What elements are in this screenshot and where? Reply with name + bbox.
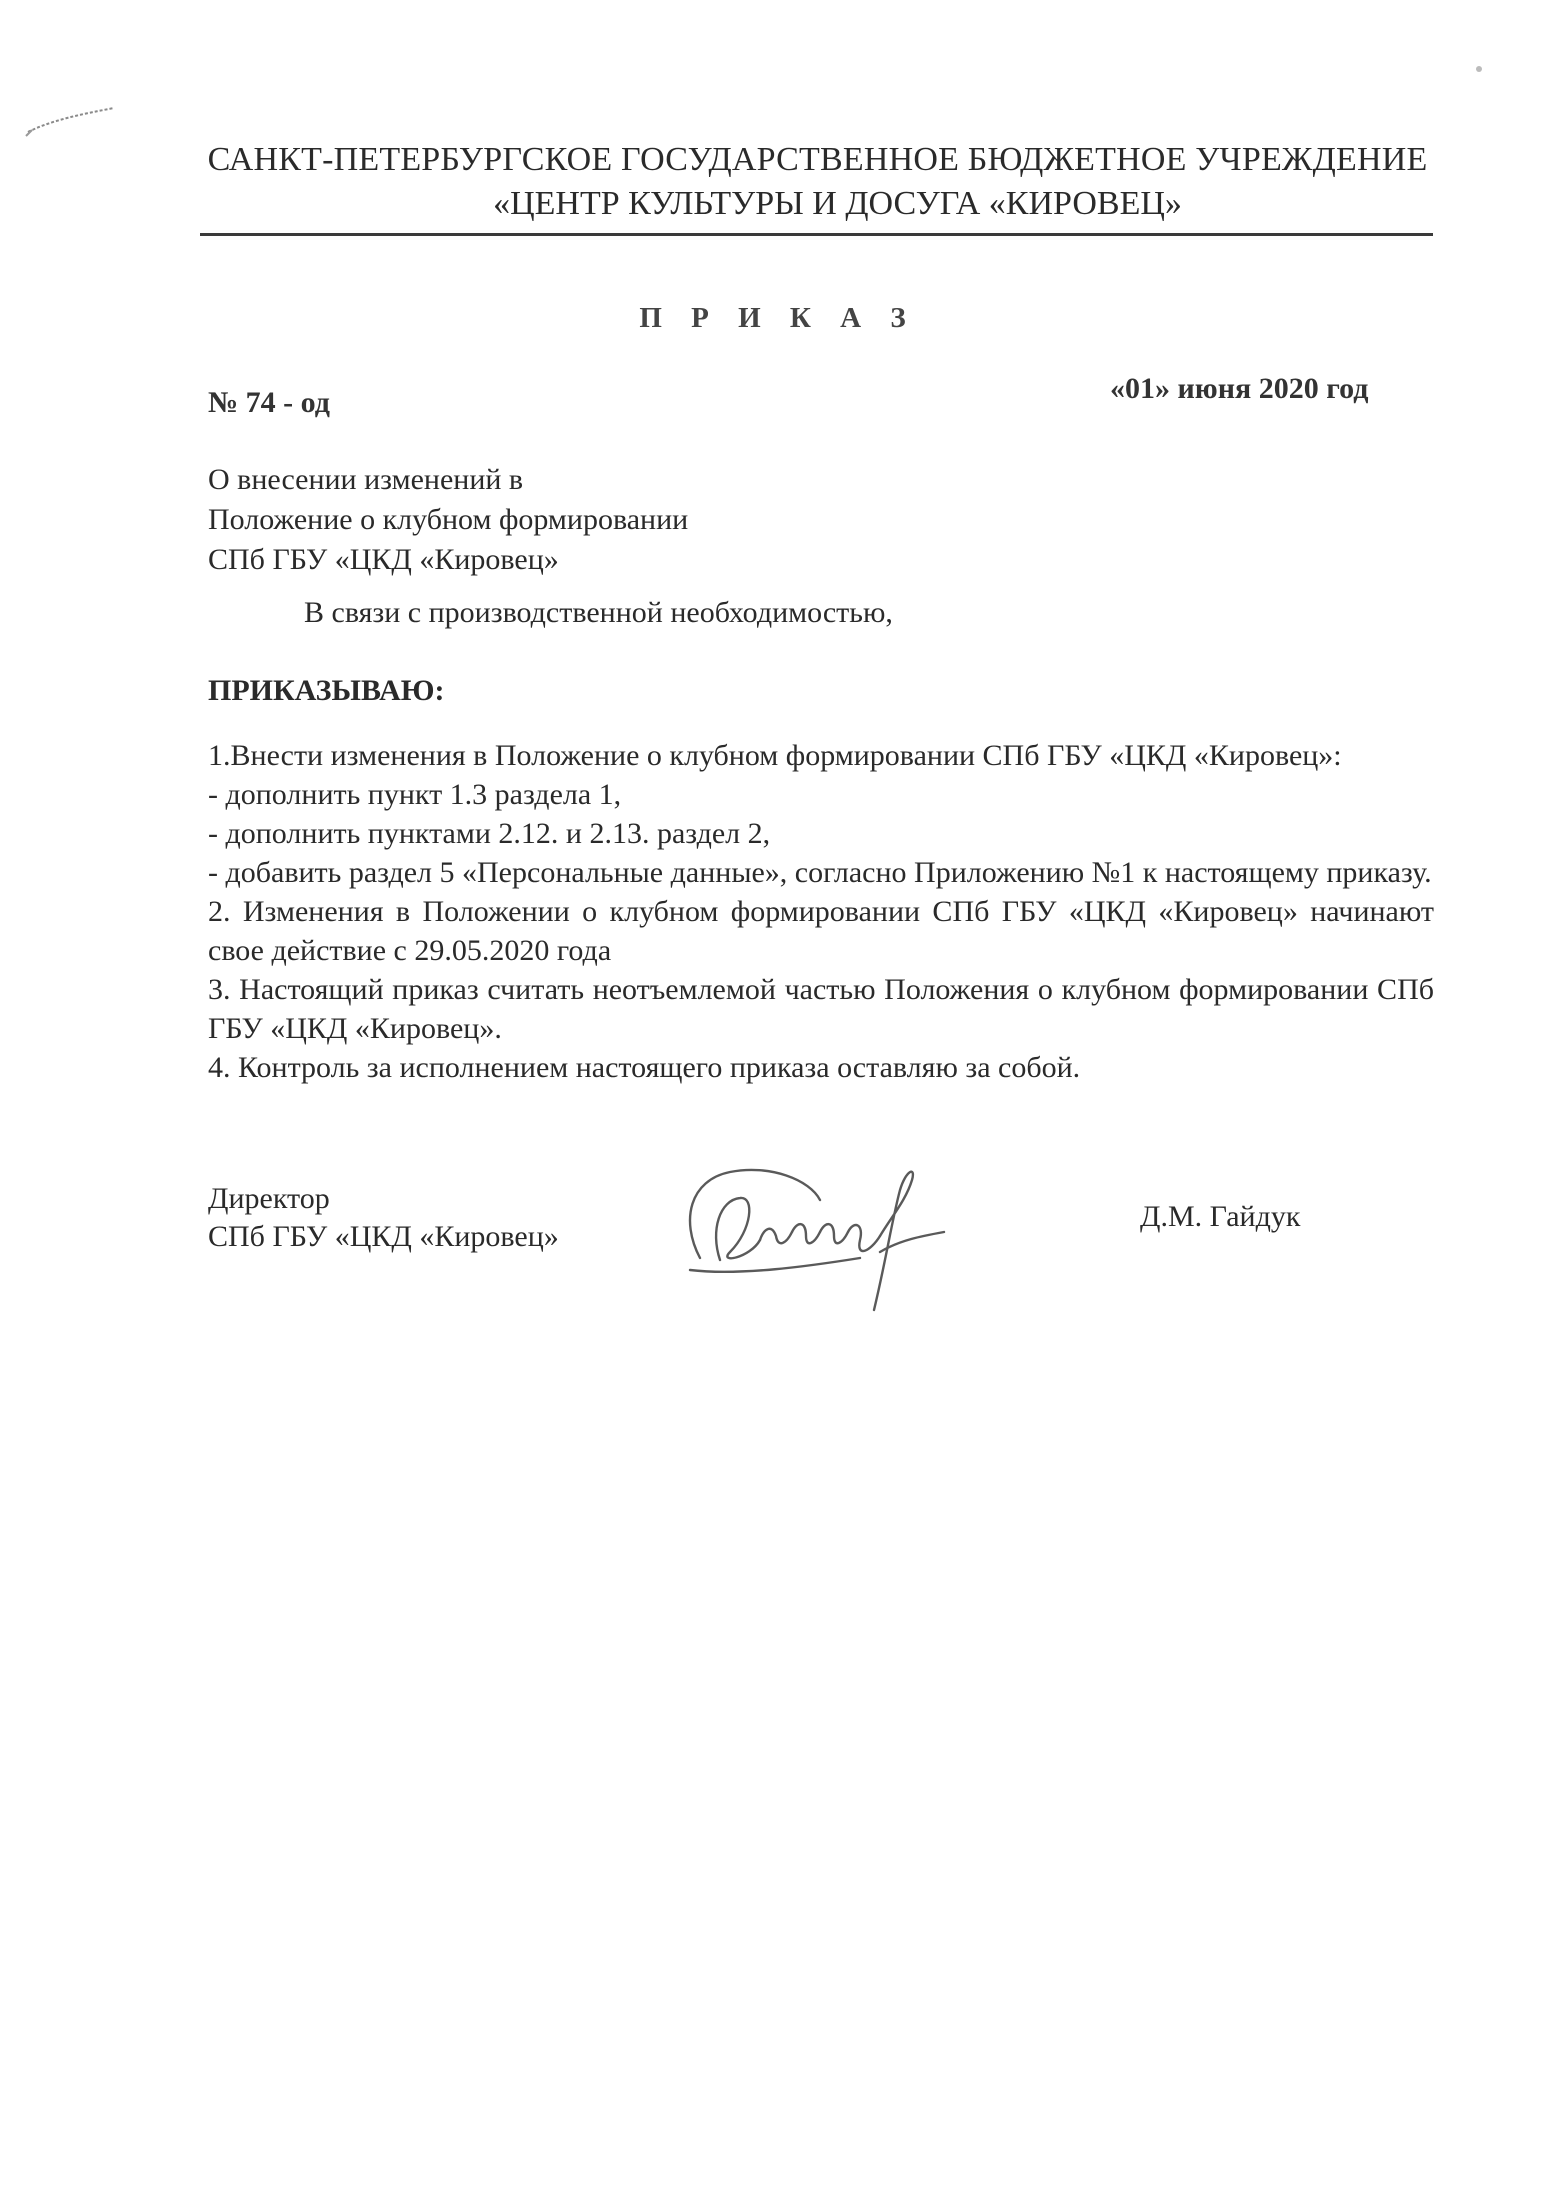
- signatory-position: [208, 1180, 559, 1256]
- scan-dot: [1476, 66, 1482, 72]
- order-item: 1.Внести изменения в Положение о клубном формировании СПб ГБУ «ЦКД «Кировец»:: [208, 739, 1342, 772]
- order-number: № 74 - од: [208, 386, 330, 419]
- organization-header: [200, 138, 1435, 226]
- signatory-title: Директор: [208, 1182, 330, 1215]
- order-item: - дополнить пункт 1.3 раздела 1,: [208, 778, 622, 811]
- order-item: 3. Настоящий приказ считать неотъемлемой частью Положения о клубном формировании СПб ГБУ «ЦКД «Кировец».: [208, 973, 1434, 1045]
- order-item: - дополнить пунктами 2.12. и 2.13. раздел 2,: [208, 817, 771, 850]
- order-subject: [208, 460, 688, 580]
- order-directive-word: ПРИКАЗЫВАЮ:: [208, 674, 445, 707]
- order-item: 2. Изменения в Положении о клубном формировании СПб ГБУ «ЦКД «Кировец» начинают свое действие с 29.05.2020 года: [208, 895, 1434, 967]
- preamble: В связи с производственной необходимостью,: [304, 596, 893, 629]
- signatory-name: Д.М. Гайдук: [1140, 1200, 1301, 1233]
- signatory-org: СПб ГБУ «ЦКД «Кировец»: [208, 1220, 559, 1253]
- order-items: [208, 736, 1434, 1087]
- order-date: «01» июня 2020 год: [1110, 372, 1369, 405]
- scan-artifact-mark: [22, 80, 122, 140]
- handwritten-signature: [660, 1140, 980, 1330]
- subject-line-3: СПб ГБУ «ЦКД «Кировец»: [208, 543, 559, 576]
- org-name-line-2: «ЦЕНТР КУЛЬТУРЫ И ДОСУГА «КИРОВЕЦ»: [493, 185, 1182, 222]
- document-type-title: П Р И К А З: [639, 302, 917, 334]
- order-item: - добавить раздел 5 «Персональные данные», согласно Приложению №1 к настоящему приказу.: [208, 856, 1432, 889]
- subject-line-1: О внесении изменений в: [208, 463, 524, 496]
- order-item: 4. Контроль за исполнением настоящего приказа оставляю за собой.: [208, 1051, 1081, 1084]
- header-divider: [200, 233, 1433, 236]
- subject-line-2: Положение о клубном формировании: [208, 503, 689, 536]
- org-name-line-1: САНКТ-ПЕТЕРБУРГСКОЕ ГОСУДАРСТВЕННОЕ БЮДЖЕТНОЕ УЧРЕЖДЕНИЕ: [207, 141, 1428, 178]
